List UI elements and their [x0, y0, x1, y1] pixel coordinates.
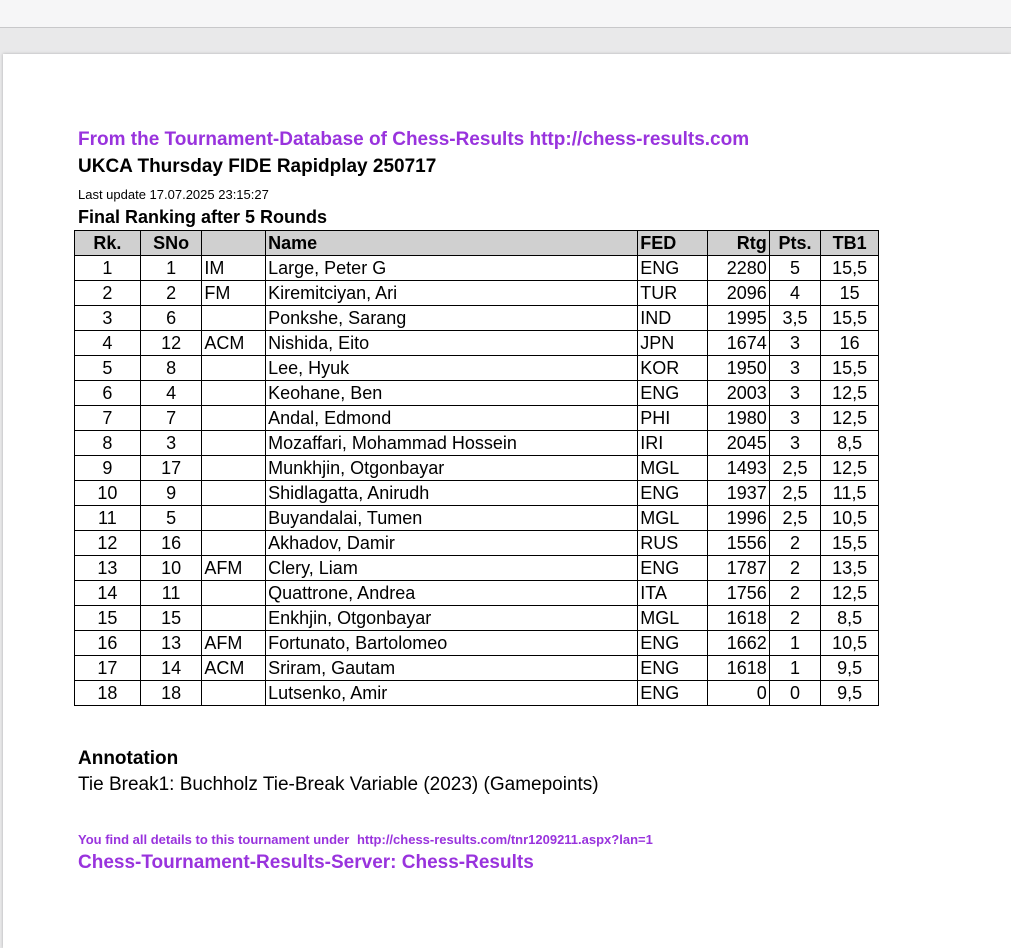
- database-title-link[interactable]: From the Tournament-Database of Chess-Results http://chess-results.com: [78, 129, 750, 150]
- cell-start-number: 9: [140, 481, 202, 506]
- cell-points: 2: [769, 531, 821, 556]
- document-page: [3, 54, 1011, 948]
- cell-rating: 1674: [708, 331, 770, 356]
- cell-start-number: 16: [140, 531, 202, 556]
- cell-rating: 1995: [708, 306, 770, 331]
- browser-toolbar: [0, 0, 1011, 28]
- cell-federation: MGL: [638, 456, 708, 481]
- cell-rank: 11: [75, 506, 141, 531]
- cell-name: Mozaffari, Mohammad Hossein: [266, 431, 638, 456]
- cell-rank: 3: [75, 306, 141, 331]
- cell-federation: ENG: [638, 256, 708, 281]
- cell-federation: IRI: [638, 431, 708, 456]
- cell-title: [202, 406, 266, 431]
- cell-rank: 6: [75, 381, 141, 406]
- table-row: [75, 281, 879, 306]
- cell-rank: 14: [75, 581, 141, 606]
- cell-title: [202, 581, 266, 606]
- tournament-title: UKCA Thursday FIDE Rapidplay 250717: [78, 156, 437, 177]
- cell-start-number: 10: [140, 556, 202, 581]
- cell-rating: 1618: [708, 606, 770, 631]
- cell-rank: 18: [75, 681, 141, 706]
- col-header-tiebreak: TB1: [821, 231, 879, 256]
- cell-title: ACM: [202, 656, 266, 681]
- cell-federation: TUR: [638, 281, 708, 306]
- cell-title: [202, 531, 266, 556]
- cell-start-number: 6: [140, 306, 202, 331]
- table-row: [75, 556, 879, 581]
- cell-points: 1: [769, 656, 821, 681]
- cell-title: AFM: [202, 631, 266, 656]
- cell-name: Akhadov, Damir: [266, 531, 638, 556]
- table-row: [75, 606, 879, 631]
- cell-title: [202, 681, 266, 706]
- cell-federation: ITA: [638, 581, 708, 606]
- cell-points: 2: [769, 581, 821, 606]
- cell-points: 3: [769, 356, 821, 381]
- cell-rating: 2003: [708, 381, 770, 406]
- cell-title: [202, 506, 266, 531]
- cell-name: Fortunato, Bartolomeo: [266, 631, 638, 656]
- cell-tiebreak: 15,5: [821, 306, 879, 331]
- cell-points: 3: [769, 406, 821, 431]
- cell-start-number: 15: [140, 606, 202, 631]
- cell-start-number: 8: [140, 356, 202, 381]
- cell-title: [202, 356, 266, 381]
- cell-rank: 8: [75, 431, 141, 456]
- table-row: [75, 256, 879, 281]
- last-update-text: Last update 17.07.2025 23:15:27: [78, 187, 269, 202]
- cell-rating: 1493: [708, 456, 770, 481]
- cell-tiebreak: 13,5: [821, 556, 879, 581]
- cell-title: IM: [202, 256, 266, 281]
- cell-rating: 1662: [708, 631, 770, 656]
- cell-title: FM: [202, 281, 266, 306]
- cell-rank: 4: [75, 331, 141, 356]
- ranking-table-body: [75, 256, 879, 706]
- table-row: [75, 456, 879, 481]
- table-row: [75, 481, 879, 506]
- cell-points: 3,5: [769, 306, 821, 331]
- cell-federation: ENG: [638, 656, 708, 681]
- cell-tiebreak: 15,5: [821, 356, 879, 381]
- cell-rating: 2096: [708, 281, 770, 306]
- cell-rating: 1756: [708, 581, 770, 606]
- cell-tiebreak: 11,5: [821, 481, 879, 506]
- cell-rating: 1556: [708, 531, 770, 556]
- cell-name: Clery, Liam: [266, 556, 638, 581]
- cell-title: [202, 606, 266, 631]
- cell-start-number: 7: [140, 406, 202, 431]
- cell-rank: 10: [75, 481, 141, 506]
- cell-title: [202, 431, 266, 456]
- cell-rating: 0: [708, 681, 770, 706]
- cell-rating: 1950: [708, 356, 770, 381]
- cell-federation: MGL: [638, 606, 708, 631]
- cell-federation: IND: [638, 306, 708, 331]
- details-line: [78, 832, 653, 847]
- cell-rating: 1996: [708, 506, 770, 531]
- table-row: [75, 531, 879, 556]
- cell-rating: 1787: [708, 556, 770, 581]
- cell-points: 3: [769, 331, 821, 356]
- cell-name: Quattrone, Andrea: [266, 581, 638, 606]
- cell-start-number: 18: [140, 681, 202, 706]
- cell-points: 4: [769, 281, 821, 306]
- cell-title: ACM: [202, 331, 266, 356]
- cell-title: [202, 381, 266, 406]
- cell-points: 3: [769, 431, 821, 456]
- cell-name: Shidlagatta, Anirudh: [266, 481, 638, 506]
- cell-name: Sriram, Gautam: [266, 656, 638, 681]
- cell-rank: 1: [75, 256, 141, 281]
- cell-start-number: 14: [140, 656, 202, 681]
- cell-name: Nishida, Eito: [266, 331, 638, 356]
- server-link[interactable]: Chess-Tournament-Results-Server: Chess-Results: [78, 852, 534, 873]
- cell-start-number: 3: [140, 431, 202, 456]
- ranking-title: Final Ranking after 5 Rounds: [78, 207, 328, 227]
- table-row: [75, 656, 879, 681]
- cell-points: 2,5: [769, 456, 821, 481]
- cell-federation: ENG: [638, 481, 708, 506]
- cell-start-number: 11: [140, 581, 202, 606]
- cell-points: 3: [769, 381, 821, 406]
- cell-federation: JPN: [638, 331, 708, 356]
- cell-name: Keohane, Ben: [266, 381, 638, 406]
- cell-points: 2: [769, 556, 821, 581]
- cell-title: [202, 481, 266, 506]
- col-header-points: Pts.: [769, 231, 821, 256]
- annotation-heading: Annotation: [78, 748, 179, 769]
- cell-federation: ENG: [638, 556, 708, 581]
- cell-start-number: 13: [140, 631, 202, 656]
- cell-title: AFM: [202, 556, 266, 581]
- cell-tiebreak: 9,5: [821, 681, 879, 706]
- table-row: [75, 431, 879, 456]
- cell-start-number: 1: [140, 256, 202, 281]
- table-row: [75, 406, 879, 431]
- cell-rank: 5: [75, 356, 141, 381]
- cell-tiebreak: 8,5: [821, 606, 879, 631]
- cell-rating: 1618: [708, 656, 770, 681]
- table-row: [75, 356, 879, 381]
- cell-federation: PHI: [638, 406, 708, 431]
- cell-name: Munkhjin, Otgonbayar: [266, 456, 638, 481]
- cell-rating: 1937: [708, 481, 770, 506]
- cell-tiebreak: 12,5: [821, 581, 879, 606]
- cell-name: Ponkshe, Sarang: [266, 306, 638, 331]
- cell-tiebreak: 10,5: [821, 631, 879, 656]
- cell-points: 2,5: [769, 481, 821, 506]
- annotation-text: Tie Break1: Buchholz Tie-Break Variable (2023) (Gamepoints): [78, 774, 599, 795]
- cell-tiebreak: 15: [821, 281, 879, 306]
- table-row: [75, 331, 879, 356]
- cell-tiebreak: 8,5: [821, 431, 879, 456]
- cell-federation: KOR: [638, 356, 708, 381]
- cell-rank: 13: [75, 556, 141, 581]
- cell-points: 1: [769, 631, 821, 656]
- cell-federation: ENG: [638, 381, 708, 406]
- cell-rating: 1980: [708, 406, 770, 431]
- cell-title: [202, 306, 266, 331]
- cell-name: Kiremitciyan, Ari: [266, 281, 638, 306]
- cell-tiebreak: 15,5: [821, 256, 879, 281]
- cell-start-number: 2: [140, 281, 202, 306]
- col-header-name: Name: [266, 231, 638, 256]
- col-header-rank: Rk.: [75, 231, 141, 256]
- cell-points: 5: [769, 256, 821, 281]
- cell-name: Andal, Edmond: [266, 406, 638, 431]
- cell-tiebreak: 12,5: [821, 456, 879, 481]
- cell-name: Large, Peter G: [266, 256, 638, 281]
- table-header-row: [75, 231, 879, 256]
- cell-rank: 12: [75, 531, 141, 556]
- col-header-title: [202, 231, 266, 256]
- cell-tiebreak: 9,5: [821, 656, 879, 681]
- cell-rank: 2: [75, 281, 141, 306]
- table-row: [75, 506, 879, 531]
- cell-tiebreak: 12,5: [821, 406, 879, 431]
- cell-name: Buyandalai, Tumen: [266, 506, 638, 531]
- cell-tiebreak: 10,5: [821, 506, 879, 531]
- cell-points: 0: [769, 681, 821, 706]
- cell-name: Lutsenko, Amir: [266, 681, 638, 706]
- cell-federation: ENG: [638, 631, 708, 656]
- cell-rating: 2280: [708, 256, 770, 281]
- cell-rating: 2045: [708, 431, 770, 456]
- cell-points: 2: [769, 606, 821, 631]
- cell-federation: RUS: [638, 531, 708, 556]
- col-header-rating: Rtg: [708, 231, 770, 256]
- table-row: [75, 681, 879, 706]
- cell-start-number: 4: [140, 381, 202, 406]
- cell-start-number: 17: [140, 456, 202, 481]
- cell-name: Lee, Hyuk: [266, 356, 638, 381]
- cell-title: [202, 456, 266, 481]
- cell-start-number: 12: [140, 331, 202, 356]
- cell-rank: 16: [75, 631, 141, 656]
- details-url-link[interactable]: http://chess-results.com/tnr1209211.aspx?lan=1: [356, 832, 653, 847]
- col-header-federation: FED: [638, 231, 708, 256]
- table-row: [75, 631, 879, 656]
- cell-federation: MGL: [638, 506, 708, 531]
- details-text: You find all details to this tournament under: [78, 832, 350, 847]
- cell-rank: 9: [75, 456, 141, 481]
- cell-rank: 7: [75, 406, 141, 431]
- cell-rank: 15: [75, 606, 141, 631]
- cell-tiebreak: 15,5: [821, 531, 879, 556]
- cell-name: Enkhjin, Otgonbayar: [266, 606, 638, 631]
- cell-tiebreak: 12,5: [821, 381, 879, 406]
- cell-tiebreak: 16: [821, 331, 879, 356]
- cell-rank: 17: [75, 656, 141, 681]
- table-row: [75, 581, 879, 606]
- table-row: [75, 306, 879, 331]
- cell-points: 2,5: [769, 506, 821, 531]
- cell-start-number: 5: [140, 506, 202, 531]
- table-row: [75, 381, 879, 406]
- col-header-start-number: SNo: [140, 231, 202, 256]
- cell-federation: ENG: [638, 681, 708, 706]
- ranking-table: [74, 230, 879, 706]
